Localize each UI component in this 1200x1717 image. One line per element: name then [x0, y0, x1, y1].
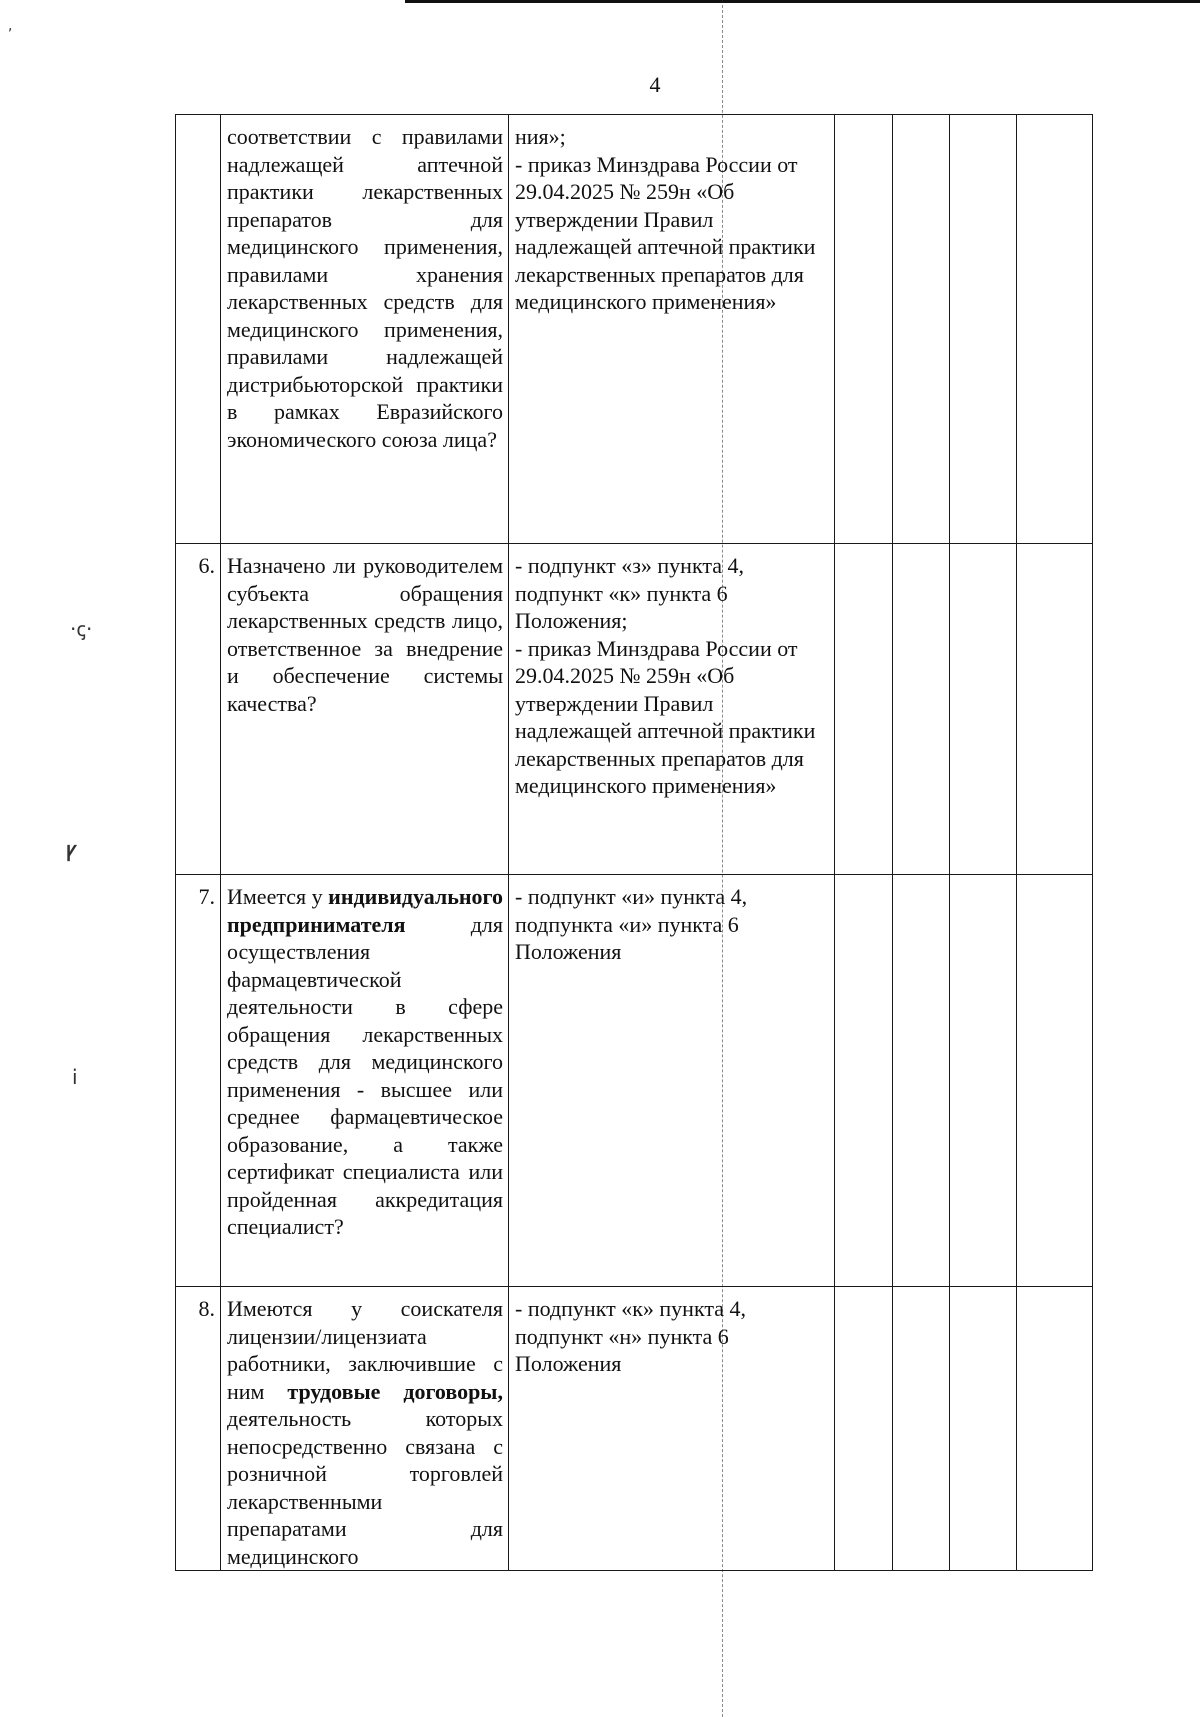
row-number: 7.	[176, 875, 221, 1287]
answer-cell[interactable]	[835, 1287, 893, 1571]
legal-reference: - подпункт «з» пункта 4, подпункт «к» пункта 6 Положения; - приказ Минздрава России от 29.04.2025 № 259н «Об утверждении Правил надлежащей аптечной практики лекарственных препаратов для медицинского применения»	[509, 544, 835, 875]
legal-reference: - подпункт «и» пункта 4, подпункта «и» пункта 6 Положения	[509, 875, 835, 1287]
row-number: 6.	[176, 544, 221, 875]
question-text: соответствии с правилами надлежащей аптечной практики лекарственных препаратов для медицинского применения, правилами хранения лекарственных средств для медицинского применения, правилами надлежащей дистрибьюторской практики в рамках Евразийского экономического союза лица?	[227, 124, 503, 452]
question-text: Назначено ли руководителем субъекта обращения лекарственных средств лицо, ответственное за внедрение и обеспечение системы качества?	[227, 553, 503, 716]
requirement-question	[221, 1287, 509, 1571]
scan-top-edge	[405, 0, 1200, 3]
answer-cell[interactable]	[1017, 875, 1093, 1287]
question-text: деятельность которых непосредственно связана с розничной торговлей лекарственными препаратами для медицинского	[227, 1406, 503, 1569]
legal-reference: ния»; - приказ Минздрава России от 29.04.2025 № 259н «Об утверждении Правил надлежащей аптечной практики лекарственных препаратов для медицинского применения»	[509, 115, 835, 544]
answer-cell[interactable]	[893, 1287, 950, 1571]
answer-cell[interactable]	[1017, 115, 1093, 544]
answer-cell[interactable]	[893, 875, 950, 1287]
answer-cell[interactable]	[893, 544, 950, 875]
scan-speck: ⅰ	[72, 1065, 78, 1089]
answer-cell[interactable]	[1017, 1287, 1093, 1571]
table-row	[176, 1287, 1093, 1571]
answer-cell[interactable]	[835, 115, 893, 544]
scan-speck: ·ꞔ·	[70, 617, 93, 641]
answer-cell[interactable]	[1017, 544, 1093, 875]
answer-cell[interactable]	[950, 544, 1017, 875]
answer-cell[interactable]	[835, 875, 893, 1287]
scan-speck: ,	[8, 18, 13, 34]
legal-reference: - подпункт «к» пункта 4, подпункт «н» пункта 6 Положения	[509, 1287, 835, 1571]
answer-cell[interactable]	[950, 1287, 1017, 1571]
question-text: Имеется у	[227, 884, 329, 909]
table-row	[176, 115, 1093, 544]
table-row	[176, 875, 1093, 1287]
scan-speck: ꝩ	[66, 837, 77, 861]
requirement-question	[221, 544, 509, 875]
table-row	[176, 544, 1093, 875]
row-number	[176, 115, 221, 544]
answer-cell[interactable]	[950, 875, 1017, 1287]
page-number: 4	[649, 72, 661, 97]
question-emphasis: индивидуального предпринимателя	[227, 884, 503, 937]
answer-cell[interactable]	[950, 115, 1017, 544]
requirement-question	[221, 115, 509, 544]
question-emphasis: трудовые договоры,	[287, 1378, 503, 1404]
checklist-table	[175, 114, 1093, 1571]
question-text: Имеются у соискателя лицензии/лицензиата работники, заключившие с ним	[227, 1296, 503, 1404]
answer-cell[interactable]	[835, 544, 893, 875]
requirement-question	[221, 875, 509, 1287]
table-body	[176, 115, 1093, 1571]
checklist-table-wrap	[175, 114, 1093, 1571]
answer-cell[interactable]	[893, 115, 950, 544]
row-number: 8.	[176, 1287, 221, 1571]
question-text: для осуществления фармацевтической деятельности в сфере обращения лекарственных средств для медицинского применения - высшее или среднее фармацевтическое образование, а также сертификат специалиста или пройденная аккредитация специалист?	[227, 911, 503, 1239]
